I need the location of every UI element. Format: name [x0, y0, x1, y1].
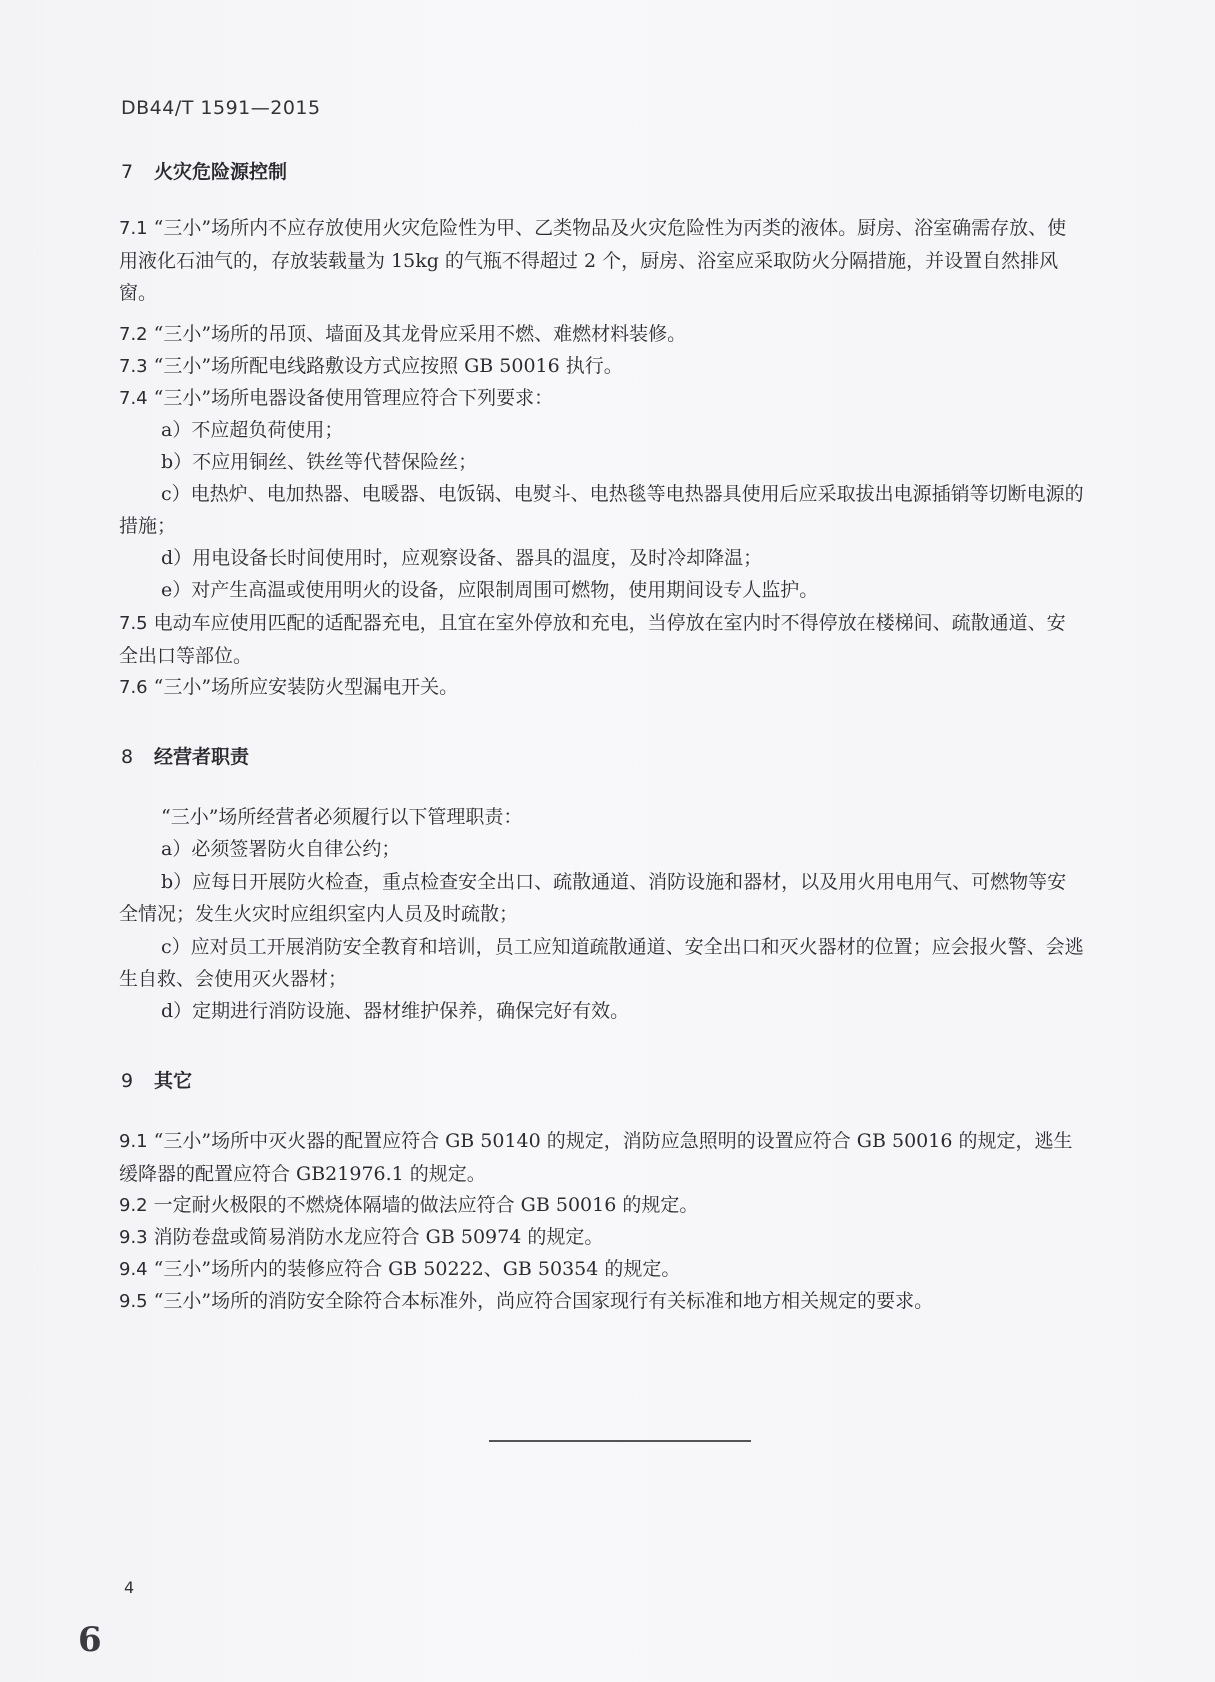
clause-text: “三小”场所内不应存放使用火灾危险性为甲、乙类物品及火灾危险性为丙类的液体。厨房、浴室确需存放、使用液化石油气的，存放装载量为 15kg 的气瓶不得超过 2 个，厨房、浴室应采取防火分隔措施，并设置自然排风窗。: [119, 217, 1067, 304]
list-item: a）不应超负荷使用；: [161, 419, 344, 441]
clause-7-1: [119, 212, 1084, 309]
clause-text: “三小”场所中灭火器的配置应符合 GB 50140 的规定，消防应急照明的设置应符合 GB 50016 的规定，逃生缓降器的配置应符合 GB21976.1 的规定。: [119, 1130, 1073, 1185]
page-number: 4: [124, 1578, 135, 1597]
clause-7-6: [119, 671, 1084, 704]
section-number: 8: [121, 746, 134, 768]
section-number: 7: [121, 161, 134, 183]
clause-text: 电动车应使用匹配的适配器充电，且宜在室外停放和充电，当停放在室内时不得停放在楼梯间、疏散通道、安全出口等部位。: [119, 612, 1066, 667]
clause-text: “三小”场所应安装防火型漏电开关。: [153, 676, 459, 698]
section-title: 火灾危险源控制: [154, 161, 288, 183]
list-item: b）不应用铜丝、铁丝等代替保险丝；: [161, 451, 478, 473]
clause-text: “三小”场所内的装修应符合 GB 50222、GB 50354 的规定。: [153, 1258, 681, 1280]
section-8-heading: [121, 742, 249, 769]
clause-number: 9.4: [119, 1259, 148, 1280]
clause-number: 9.5: [119, 1291, 148, 1312]
clause-7-2: [119, 318, 1084, 351]
section-7-heading: [121, 157, 287, 184]
stamp-number: 6: [78, 1620, 102, 1660]
clause-7-3: [119, 350, 1084, 383]
list-item: b）应每日开展防火检查，重点检查安全出口、疏散通道、消防设施和器材，以及用火用电用气、可燃物等安全情况；发生火灾时应组织室内人员及时疏散；: [119, 871, 1067, 925]
clause-number: 7.1: [119, 218, 148, 239]
section-9-heading: [121, 1066, 192, 1093]
section-title: 经营者职责: [154, 746, 250, 768]
clause-text: 消防卷盘或简易消防水龙应符合 GB 50974 的规定。: [153, 1226, 604, 1248]
clause-text: “三小”场所电器设备使用管理应符合下列要求：: [153, 387, 554, 409]
clause-text: “三小”场所的消防安全除符合本标准外，尚应符合国家现行有关标准和地方相关规定的要求。: [153, 1290, 934, 1312]
clause-number: 7.2: [119, 324, 148, 345]
clause-9-5: [119, 1285, 1084, 1318]
clause-number: 9.2: [119, 1195, 148, 1216]
clause-number: 7.5: [119, 613, 148, 634]
list-item: c）应对员工开展消防安全教育和培训，员工应知道疏散通道、安全出口和灭火器材的位置；应会报火警、会逃生自救、会使用灭火器材；: [119, 936, 1084, 990]
clause-number: 9.3: [119, 1227, 148, 1248]
end-rule: [489, 1440, 751, 1442]
section-number: 9: [121, 1070, 134, 1092]
clause-number: 7.4: [119, 388, 148, 409]
clause-9-3: [119, 1221, 1084, 1254]
list-item: d）定期进行消防设施、器材维护保养，确保完好有效。: [161, 1000, 630, 1022]
clause-9-2: [119, 1189, 1084, 1222]
clause-text: “三小”场所配电线路敷设方式应按照 GB 50016 执行。: [153, 355, 623, 377]
clause-9-4: [119, 1253, 1084, 1286]
clause-text: “三小”场所的吊顶、墙面及其龙骨应采用不燃、难燃材料装修。: [153, 323, 687, 345]
list-item: e）对产生高温或使用明火的设备，应限制周围可燃物，使用期间设专人监护。: [161, 579, 819, 601]
clause-text: 一定耐火极限的不燃烧体隔墙的做法应符合 GB 50016 的规定。: [153, 1194, 699, 1216]
clause-number: 9.1: [119, 1131, 148, 1152]
section-title: 其它: [154, 1070, 193, 1092]
clause-number: 7.3: [119, 356, 148, 377]
list-item: d）用电设备长时间使用时，应观察设备、器具的温度，及时冷却降温；: [161, 547, 763, 569]
document-code: DB44/T 1591—2015: [121, 97, 321, 119]
list-item: c）电热炉、电加热器、电暖器、电饭锅、电熨斗、电热毯等电热器具使用后应采取拔出电源插销等切断电源的措施；: [119, 483, 1084, 537]
list-item: a）必须签署防火自律公约；: [161, 838, 401, 860]
clause-number: 7.6: [119, 677, 148, 698]
clause-7-4: [119, 382, 1084, 415]
clause-7-5: [119, 607, 1084, 672]
section-intro: “三小”场所经营者必须履行以下管理职责：: [161, 806, 523, 828]
clause-9-1: [119, 1125, 1084, 1190]
